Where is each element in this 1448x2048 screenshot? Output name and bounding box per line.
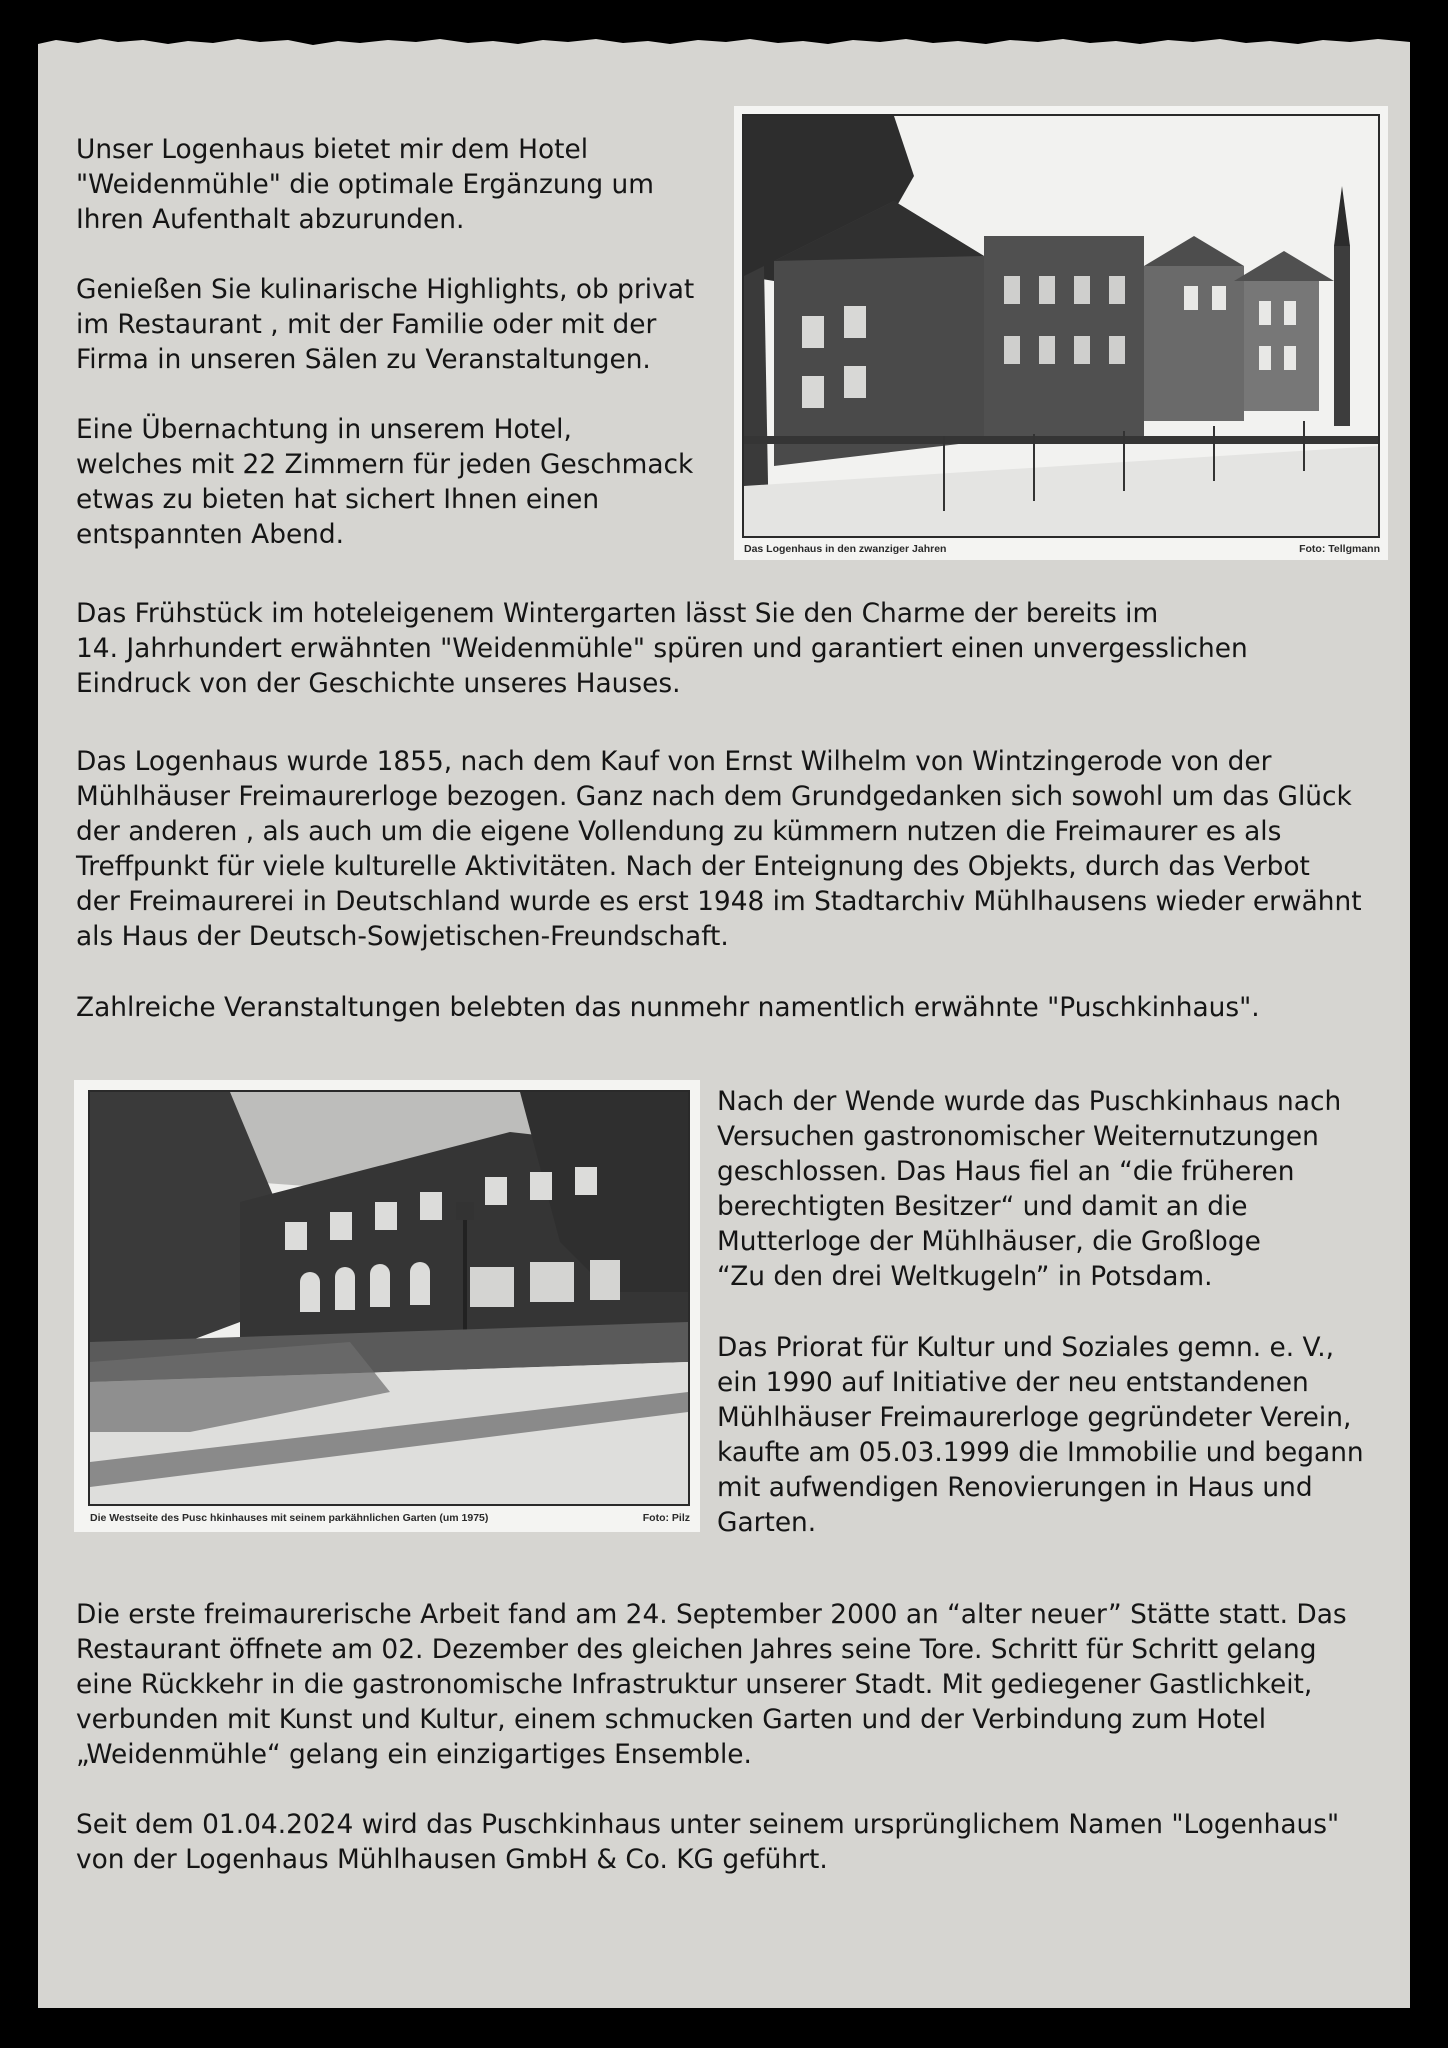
building-facade-illustration xyxy=(744,116,1378,536)
photo-caption-left: Die Westseite des Pusc hkinhauses mit seinem parkähnlichen Garten (um 1975) xyxy=(90,1512,489,1524)
culinary-paragraph: Genießen Sie kulinarische Highlights, ob privat im Restaurant , mit der Familie oder mit der Firma in unseren Sälen zu Veranstaltungen. xyxy=(76,274,695,375)
events-paragraph: Zahlreiche Veranstaltungen belebten das nunmehr namentlich erwähnte "Puschkinhaus". xyxy=(76,992,1260,1023)
history-paragraph: Das Logenhaus wurde 1855, nach dem Kauf von Ernst Wilhelm von Wintzingerode von der Mühlhäuser Freimaurerloge bezogen. Ganz nach dem Grundgedanken sich sowohl um das Glück der anderen , als auch um die eigene Vollendung zu kümmern nutzen die Freimaurer es als Treffpunkt für viele kulturelle Aktivitäten. Nach der Enteignung des Objekts, durch das Verbot der Freimaurerei in Deutschland wurde es erst 1948 im Stadtarchiv Mühlhausens wieder erwähnt als Haus der Deutsch-Sowjetischen-Freundschaft. xyxy=(76,746,1362,952)
photo-credit: Foto: Tellgmann xyxy=(1299,543,1380,555)
current-operator-paragraph: Seit dem 01.04.2024 wird das Puschkinhaus unter seinem ursprünglichem Namen "Logenhaus" von der Logenhaus Mühlhausen GmbH & Co. KG geführt. xyxy=(76,1809,1340,1875)
photo-credit: Foto: Pilz xyxy=(642,1512,690,1524)
photo-caption-left: Das Logenhaus in den zwanziger Jahren xyxy=(744,543,947,555)
breakfast-paragraph: Das Frühstück im hoteleigenem Wintergarten lässt Sie den Charme der bereits im 14. Jahrhundert erwähnten "Weidenmühle" spüren und garantiert einen unvergesslichen Eindruck von der Geschichte unseres Hauses. xyxy=(76,598,1248,699)
overnight-stay-paragraph: Eine Übernachtung in unserem Hotel, welches mit 22 Zimmern für jeden Geschmack etwas zu bieten hat sichert Ihnen einen entspannten Abend. xyxy=(76,414,694,550)
logenhaus-1920s-photo xyxy=(734,106,1388,560)
intro-paragraph: Unser Logenhaus bietet mir dem Hotel "Weidenmühle" die optimale Ergänzung um Ihren Aufenthalt abzurunden. xyxy=(76,134,654,235)
puschkinhaus-west-side-photo xyxy=(74,1080,700,1532)
torn-paper-edge xyxy=(38,30,1410,60)
reunification-paragraph: Nach der Wende wurde das Puschkinhaus nach Versuchen gastronomischer Weiternutzungen geschlossen. Das Haus fiel an “die früheren berechtigten Besitzer“ und damit an die Mutterloge der Mühlhäuser, die Großloge “Zu den drei Weltkugeln” in Potsdam. xyxy=(717,1086,1342,1292)
priory-paragraph: Das Priorat für Kultur und Soziales gemn. e. V., ein 1990 auf Initiative der neu entstandenen Mühlhäuser Freimaurerloge gegründeter Verein, kaufte am 05.03.1999 die Immobilie und begann mit aufwendigen Renovierungen in Haus und Garten. xyxy=(717,1332,1364,1538)
garden-terrace-illustration xyxy=(90,1092,688,1504)
reopening-paragraph: Die erste freimaurerische Arbeit fand am 24. September 2000 an “alter neuer” Stätte statt. Das Restaurant öffnete am 02. Dezember des gleichen Jahres seine Tore. Schritt für Schritt gelang eine Rückkehr in die gastronomische Infrastruktur unserer Stadt. Mit gediegener Gastlichkeit, verbunden mit Kunst und Kultur, einem schmucken Garten und der Verbindung zum Hotel „Weidenmühle“ gelang ein einzigartiges Ensemble. xyxy=(76,1599,1347,1770)
